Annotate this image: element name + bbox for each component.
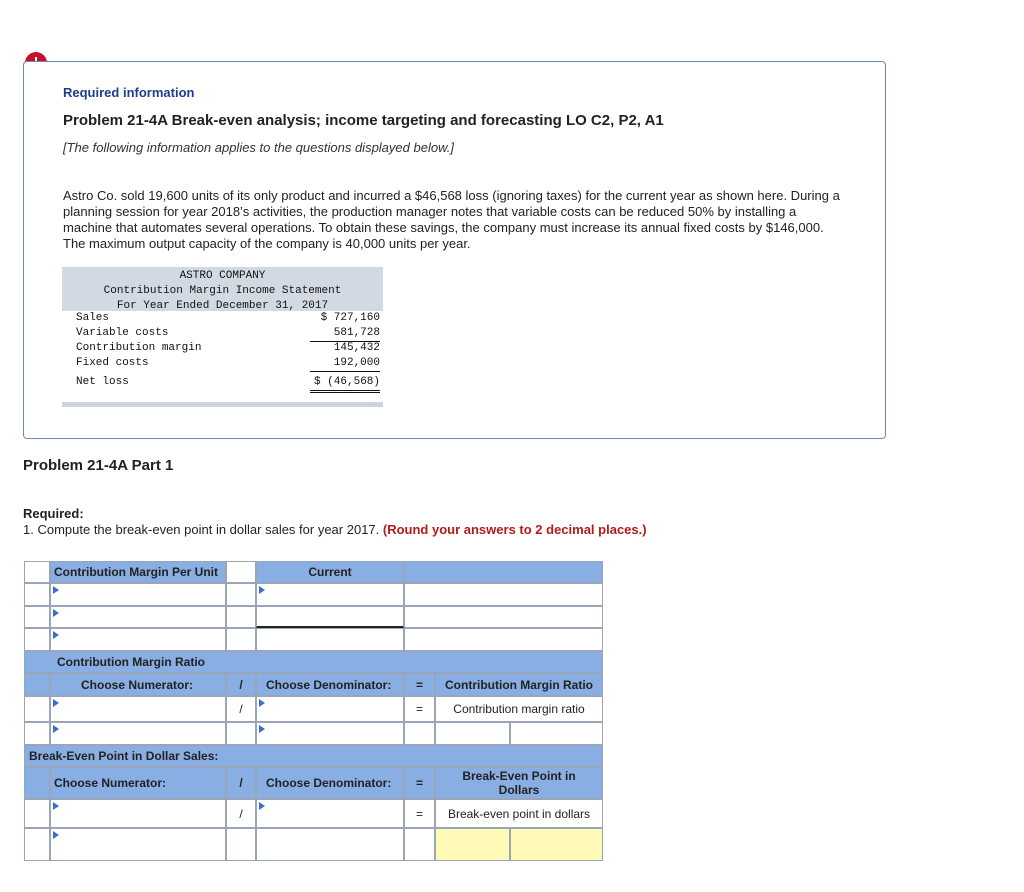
cell-empty: [404, 583, 603, 606]
cm-ratio-result-header: Contribution Margin Ratio: [435, 673, 603, 696]
cell-gutter: [404, 722, 435, 745]
cell-gutter: [226, 628, 256, 651]
info-note: [The following information applies to the questions displayed below.]: [63, 140, 454, 155]
cell-gutter: [24, 628, 50, 651]
statement-label: Variable costs: [76, 327, 169, 339]
statement-company: ASTRO COMPANY: [179, 270, 266, 282]
statement-row-contribution-margin: [62, 341, 383, 356]
dropdown-arrow-icon[interactable]: [259, 699, 265, 707]
cell-gutter: [24, 767, 50, 799]
problem-title: Problem 21-4A Break-even analysis; income targeting and forecasting LO C2, P2, A1: [63, 112, 664, 129]
dropdown-arrow-icon[interactable]: [259, 586, 265, 594]
dropdown-arrow-icon[interactable]: [53, 802, 59, 810]
problem-paragraph: Astro Co. sold 19,600 units of its only product and incurred a $46,568 loss (ignoring taxes) for the current year as shown here. During a planning session for year 2018’s activities, the production manager notes that variable costs can be reduced 50% by installing a machine that automates several operations. To obtain these savings, the company must increase its annual fixed costs by $146,000. The maximum output capacity of the company is 40,000 units per year.: [63, 188, 840, 251]
cm-ratio-denominator-select[interactable]: [256, 696, 404, 722]
statement-value: 192,000: [310, 356, 380, 372]
dropdown-arrow-icon[interactable]: [53, 609, 59, 617]
cm-ratio-numerator-select[interactable]: [50, 696, 226, 722]
statement-row-variable-costs: [62, 326, 383, 341]
answer-worksheet: [24, 561, 603, 861]
dropdown-arrow-icon[interactable]: [53, 586, 59, 594]
statement-label: Contribution margin: [76, 342, 202, 354]
be-denominator-label: Choose Denominator:: [256, 767, 404, 799]
required-info-heading: Required information: [63, 85, 195, 100]
be-result-value[interactable]: [510, 828, 603, 861]
cell-gutter: [226, 828, 256, 861]
instruction-rounding-note: (Round your answers to 2 decimal places.): [382, 522, 647, 537]
cm-unit-row1-value-input[interactable]: [256, 583, 404, 606]
be-numerator-label: Choose Numerator:: [50, 767, 226, 799]
statement-label: Sales: [76, 312, 110, 324]
equals-sign: =: [404, 696, 435, 722]
cell-gutter: [226, 606, 256, 628]
cell-gutter: [226, 722, 256, 745]
part-title: Problem 21-4A Part 1: [23, 457, 174, 474]
dropdown-arrow-icon[interactable]: [259, 802, 265, 810]
statement-value: 581,728: [310, 326, 380, 342]
cm-unit-row3-label-select[interactable]: [50, 628, 226, 651]
be-result-input[interactable]: [435, 828, 510, 861]
statement-value: $ 727,160: [320, 312, 380, 324]
equals-sign: =: [404, 767, 435, 799]
cm-ratio-result-value[interactable]: [510, 722, 603, 745]
equals-sign: =: [404, 799, 435, 828]
cm-ratio-denominator-label: Choose Denominator:: [256, 673, 404, 696]
cell-gutter: [24, 561, 50, 583]
equals-sign: =: [404, 673, 435, 696]
dropdown-arrow-icon[interactable]: [259, 725, 265, 733]
dropdown-arrow-icon[interactable]: [53, 699, 59, 707]
divide-sign: /: [226, 673, 256, 696]
cm-ratio-result-input[interactable]: [435, 722, 510, 745]
current-header: Current: [256, 561, 404, 583]
statement-value: 145,432: [333, 342, 380, 354]
cell-gutter: [24, 828, 50, 861]
cell-empty: [404, 606, 603, 628]
cell-gutter: [226, 583, 256, 606]
cell-empty: [404, 561, 603, 583]
statement-title: Contribution Margin Income Statement: [103, 285, 342, 297]
statement-row-net-loss: [62, 375, 383, 390]
statement-row-fixed-costs: [62, 356, 383, 371]
dropdown-arrow-icon[interactable]: [53, 831, 59, 839]
cm-unit-row2-label-select[interactable]: [50, 606, 226, 628]
cm-ratio-header: Contribution Margin Ratio: [24, 651, 603, 673]
be-header: Break-Even Point in Dollar Sales:: [24, 745, 603, 767]
cm-ratio-result-label: Contribution margin ratio: [435, 696, 603, 722]
instruction: [23, 522, 647, 537]
dropdown-arrow-icon[interactable]: [53, 631, 59, 639]
dropdown-arrow-icon[interactable]: [53, 725, 59, 733]
cell-gutter: [24, 583, 50, 606]
cell-gutter: [404, 828, 435, 861]
cm-unit-row2-value-input[interactable]: [256, 606, 404, 628]
be-result-label: Break-even point in dollars: [435, 799, 603, 828]
cell-gutter: [24, 722, 50, 745]
required-label: Required:: [23, 506, 84, 521]
cm-ratio-numerator-label: Choose Numerator:: [50, 673, 226, 696]
be-denominator-select[interactable]: [256, 799, 404, 828]
be-denominator-input[interactable]: [256, 828, 404, 861]
cell-gutter: [24, 606, 50, 628]
cm-unit-row1-label-select[interactable]: [50, 583, 226, 606]
cell-gutter: [24, 673, 50, 696]
statement-footer-bar: [62, 402, 383, 407]
divide-sign: /: [226, 767, 256, 799]
cell-gutter: [24, 799, 50, 828]
cm-per-unit-header: Contribution Margin Per Unit: [50, 561, 226, 583]
cm-ratio-denominator-input[interactable]: [256, 722, 404, 745]
statement-label: Fixed costs: [76, 357, 149, 369]
statement-value: $ (46,568): [310, 375, 380, 393]
be-numerator-select[interactable]: [50, 799, 226, 828]
be-numerator-input[interactable]: [50, 828, 226, 861]
cm-unit-row3-value-input[interactable]: [256, 628, 404, 651]
be-result-header: Break-Even Point in Dollars: [435, 767, 603, 799]
statement-row-sales: [62, 311, 383, 326]
required-information-panel: [23, 61, 886, 439]
instruction-text: 1. Compute the break-even point in dollar sales for year 2017.: [23, 522, 380, 537]
divide-sign: /: [226, 799, 256, 828]
cell-gutter: [24, 696, 50, 722]
statement-header: [62, 267, 383, 311]
divide-sign: /: [226, 696, 256, 722]
income-statement: [62, 267, 383, 407]
statement-period: For Year Ended December 31, 2017: [116, 300, 329, 312]
cell-empty: [404, 628, 603, 651]
cell-gutter: [226, 561, 256, 583]
statement-label: Net loss: [76, 376, 129, 388]
cm-ratio-numerator-input[interactable]: [50, 722, 226, 745]
